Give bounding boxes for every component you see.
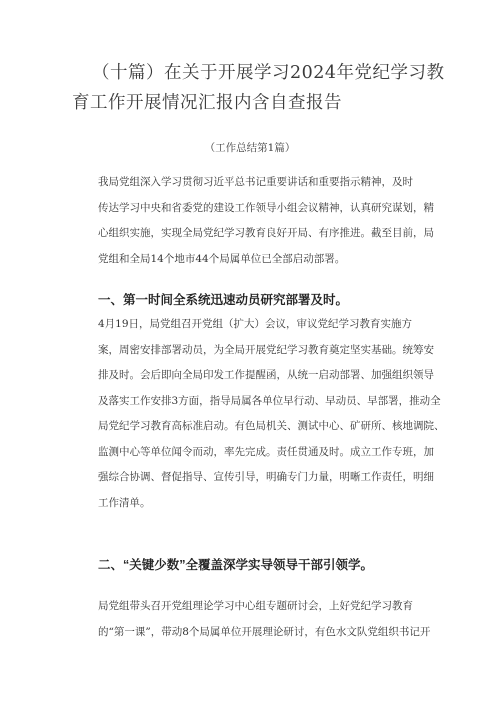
paragraph-line: 4月19日，局党组召开党组（扩大）会议，审议党纪学习教育实施方: [98, 318, 413, 330]
paragraph-line: 强综合协调、督促指导、宣传引导，明确专门力量，明晰工作责任，明细: [98, 471, 434, 483]
document-subtitle: （工作总结第1篇）: [204, 142, 296, 154]
section-heading-2: 二、“关键少数”全覆盖深学实导领导干部引领学。: [98, 558, 374, 572]
paragraph-line: 局党纪学习教育高标准启动。有色局机关、测试中心、矿研所、核地调院、: [98, 420, 445, 432]
paragraph-line: 党组和全局14个地市44个局属单位已全部启动部署。: [98, 252, 346, 265]
paragraph-line: 排及时。会后即向全局印发工作提醒函，从统一启动部署、加强组织领导: [98, 369, 434, 381]
document-title: [72, 58, 445, 118]
title-line-2: 育工作开展情况汇报内含自查报告: [72, 93, 342, 113]
paragraph-line: 及落实工作安排3方面，指导局属各单位早行动、早动员、早部署，推动全: [98, 394, 441, 407]
paragraph-2: [98, 312, 445, 516]
paragraph-line: 工作清单。: [98, 496, 151, 509]
paragraph-line: 心组织实施，实现全局党纪学习教育良好开局、有序推进。截至目前，局: [98, 227, 434, 239]
title-line-1: （十篇）在关于开展学习2024年党纪学习教: [92, 63, 445, 83]
paragraph-line: 我局党组深入学习贯彻习近平总书记重要讲话和重要指示精神，及时: [98, 176, 413, 188]
section-heading-1: 一、第一时间全系统迅速动员研究部署及时。: [98, 293, 349, 307]
paragraph-line: 局党组带头召开党组理论学习中心组专题研讨会，上好党纪学习教育: [98, 600, 413, 612]
paragraph-1: [98, 170, 434, 272]
paragraph-3: [98, 594, 431, 645]
paragraph-line: 监测中心等单位闻令而动，率先完成。责任贯通及时。成立工作专班，加: [98, 445, 434, 458]
paragraph-line: 传达学习中央和省委党的建设工作领导小组会议精神，认真研究谋划，精: [98, 201, 434, 214]
paragraph-line: 的“第一课”，带动8个局属单位开展理论研讨，有色水文队党组织书记开: [98, 625, 431, 638]
paragraph-line: 案，周密安排部署动员，为全局开展党纪学习教育奠定坚实基础。统筹安: [98, 343, 434, 356]
